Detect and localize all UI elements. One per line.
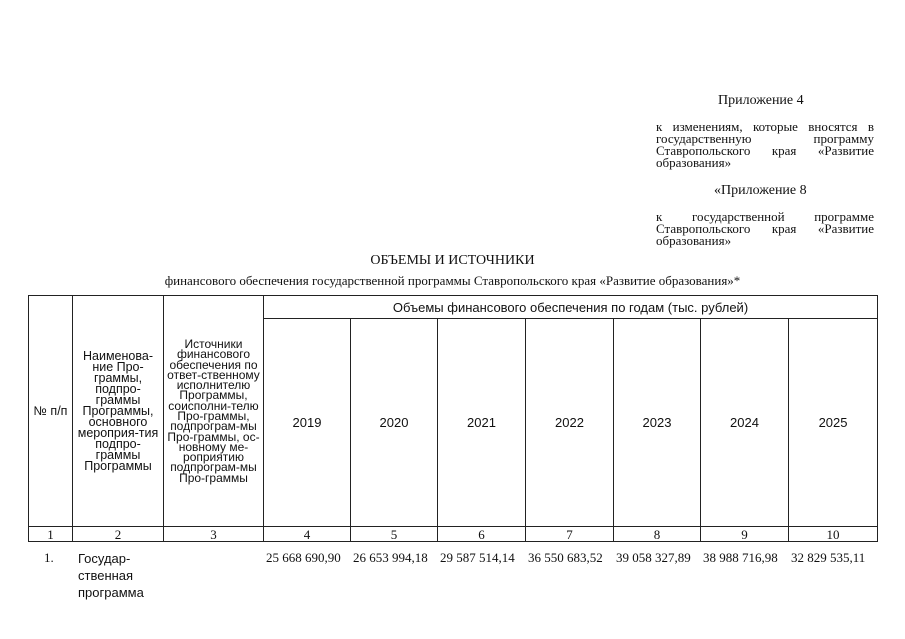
document-title: ОБЪЕМЫ И ИСТОЧНИКИ xyxy=(370,253,535,268)
column-number: 8 xyxy=(614,527,701,542)
row-value: 25 668 690,90 xyxy=(266,550,341,565)
row-value: 38 988 716,98 xyxy=(703,550,778,565)
financing-table xyxy=(28,295,878,542)
appendix-subtitle: к изменениям, которые вносятся в государственную программу Ставропольского края «Развитие образования» xyxy=(656,119,874,170)
row-number: 1. xyxy=(44,550,54,565)
row-value: 39 058 327,89 xyxy=(616,550,691,565)
row-value: 29 587 514,14 xyxy=(440,550,515,565)
document-subtitle: финансового обеспечения государственной программы Ставропольского края «Развитие образования»* xyxy=(164,273,741,288)
inner-appendix-title: «Приложение 8 xyxy=(714,183,807,198)
column-number: 7 xyxy=(526,527,614,542)
column-number: 10 xyxy=(789,527,878,542)
header-year: 2022 xyxy=(526,319,614,527)
header-name: Наименова-ние Про-граммы, подпро-граммы Программы, основного мероприя-тия подпро-граммы Программы xyxy=(73,296,164,527)
row-name: Государ-ственная программа xyxy=(78,551,144,600)
row-value: 32 829 535,11 xyxy=(791,550,866,565)
column-number: 1 xyxy=(29,527,73,542)
header-year: 2020 xyxy=(351,319,438,527)
column-number: 3 xyxy=(164,527,264,542)
inner-appendix-subtitle: к государственной программе Ставропольского края «Развитие образования» xyxy=(656,209,874,248)
header-year: 2025 xyxy=(789,319,878,527)
column-number: 5 xyxy=(351,527,438,542)
header-year: 2023 xyxy=(614,319,701,527)
column-number: 4 xyxy=(264,527,351,542)
header-year: 2019 xyxy=(264,319,351,527)
column-number: 6 xyxy=(438,527,526,542)
header-year: 2021 xyxy=(438,319,526,527)
header-num: № п/п xyxy=(29,296,73,527)
column-number: 2 xyxy=(73,527,164,542)
appendix-title: Приложение 4 xyxy=(718,93,804,108)
header-years-group: Объемы финансового обеспечения по годам (тыс. рублей) xyxy=(264,296,878,319)
row-value: 26 653 994,18 xyxy=(353,550,428,565)
row-value: 36 550 683,52 xyxy=(528,550,603,565)
header-year: 2024 xyxy=(701,319,789,527)
column-number: 9 xyxy=(701,527,789,542)
header-source: Источники финансового обеспечения по ответ-ственному исполнителю Программы, соисполни-телю Про-граммы, подпрограм-мы Про-граммы, ос-новному ме-роприятию подпрограм-мы Про-граммы xyxy=(164,296,264,527)
